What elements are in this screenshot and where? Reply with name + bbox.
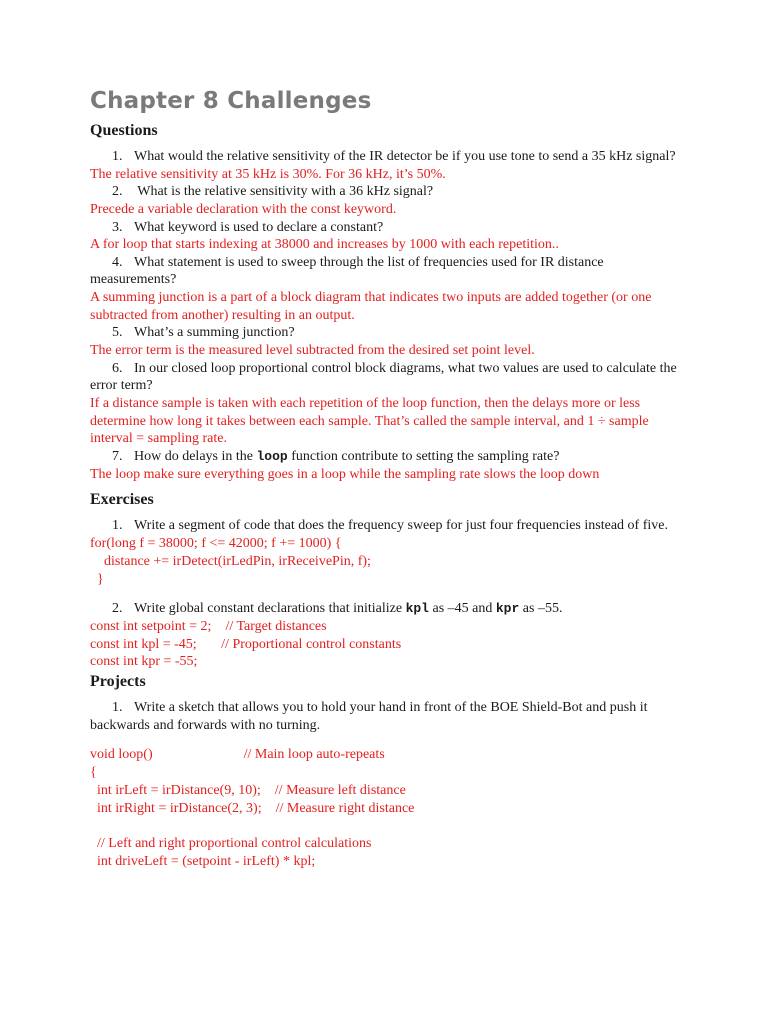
kpl-keyword: kpl bbox=[405, 601, 429, 617]
code-line: // Left and right proportional control calculations bbox=[90, 836, 372, 852]
question-3 bbox=[90, 219, 690, 254]
loop-keyword: loop bbox=[256, 449, 288, 465]
exercise-text-mid: as –45 and bbox=[428, 601, 496, 617]
kpr-keyword: kpr bbox=[495, 601, 520, 617]
question-7 bbox=[90, 448, 690, 483]
question-text: What is the relative sensitivity with a 36 kHz signal? bbox=[134, 184, 434, 200]
answer-text: If a distance sample is taken with each repetition of the loop function, then the delays more or less determine how long it takes between each sample. That’s called the sample interval, and 1 ÷ sample interval = sampling rate. bbox=[90, 395, 649, 447]
answer-text: Precede a variable declaration with the const keyword. bbox=[90, 201, 397, 217]
question-text: What keyword is used to declare a constant? bbox=[134, 219, 384, 235]
question-number: 6. bbox=[112, 360, 123, 376]
question-number: 4. bbox=[112, 254, 123, 270]
project-1 bbox=[90, 699, 690, 871]
question-1 bbox=[90, 148, 690, 183]
exercise-text-before: Write global constant declarations that initialize bbox=[134, 601, 406, 617]
question-number: 1. bbox=[112, 149, 123, 164]
answer-text: The error term is the measured level subtracted from the desired set point level. bbox=[90, 342, 535, 358]
exercise-1 bbox=[90, 517, 690, 588]
answer-text: The relative sensitivity at 35 kHz is 30%. For 36 kHz, it’s 50%. bbox=[90, 166, 446, 182]
question-5 bbox=[90, 324, 690, 359]
answer-text: A summing junction is a part of a block diagram that indicates two inputs are added together (or one subtracted from another) resulting in an output. bbox=[90, 289, 652, 323]
code-line: const int kpr = -55; bbox=[90, 654, 198, 670]
question-text: What statement is used to sweep through the list of frequencies used for IR distance measurements? bbox=[90, 254, 604, 288]
code-line bbox=[90, 817, 690, 835]
exercise-text: Write a segment of code that does the frequency sweep for just four frequencies instead of five. bbox=[134, 518, 668, 534]
question-text: What’s a summing junction? bbox=[134, 325, 295, 341]
question-number: 2. bbox=[112, 184, 123, 200]
question-text: In our closed loop proportional control block diagrams, what two values are used to calculate the error term? bbox=[90, 360, 677, 394]
code-line: const int kpl = -45; // Proportional control constants bbox=[90, 636, 402, 652]
project-number: 1. bbox=[112, 700, 123, 716]
exercise-text-after: as –55. bbox=[519, 601, 563, 617]
question-4 bbox=[90, 254, 690, 325]
code-line: distance += irDetect(irLedPin, irReceivePin, f); bbox=[90, 553, 371, 569]
question-number: 5. bbox=[112, 325, 123, 341]
question-6 bbox=[90, 360, 690, 448]
questions-heading: Questions bbox=[90, 122, 158, 139]
code-line: void loop() // Main loop auto-repeats bbox=[90, 747, 385, 763]
question-text: What would the relative sensitivity of the IR detector be if you use tone to send a 35 kHz signal? bbox=[134, 149, 676, 164]
project-text: Write a sketch that allows you to hold your hand in front of the BOE Shield-Bot and push it backwards and forwards with no turning. bbox=[90, 700, 648, 733]
code-line: } bbox=[90, 571, 104, 587]
code-line: { bbox=[90, 765, 97, 781]
exercises-heading: Exercises bbox=[90, 491, 154, 509]
code-line: const int setpoint = 2; // Target distances bbox=[90, 618, 327, 634]
exercise-number: 2. bbox=[112, 601, 123, 617]
code-line: int irRight = irDistance(2, 3); // Measure right distance bbox=[90, 800, 415, 816]
chapter-title: Chapter 8 Challenges bbox=[90, 88, 372, 114]
question-text-after: function contribute to setting the sampling rate? bbox=[287, 449, 560, 465]
question-number: 3. bbox=[112, 219, 123, 235]
document-page bbox=[90, 88, 690, 871]
exercise-2 bbox=[90, 600, 690, 671]
question-number: 7. bbox=[112, 449, 123, 465]
answer-text: A for loop that starts indexing at 38000 and increases by 1000 with each repetition.. bbox=[90, 237, 559, 253]
code-line: int driveLeft = (setpoint - irLeft) * kpl; bbox=[90, 854, 316, 870]
exercise-number: 1. bbox=[112, 518, 123, 534]
question-2 bbox=[90, 183, 690, 218]
answer-text: The loop make sure everything goes in a loop while the sampling rate slows the loop down bbox=[90, 466, 600, 482]
code-line: int irLeft = irDistance(9, 10); // Measure left distance bbox=[90, 782, 406, 798]
question-text-before: How do delays in the bbox=[134, 449, 257, 465]
projects-heading: Projects bbox=[90, 673, 146, 691]
code-line: for(long f = 38000; f <= 42000; f += 1000) { bbox=[90, 535, 342, 551]
